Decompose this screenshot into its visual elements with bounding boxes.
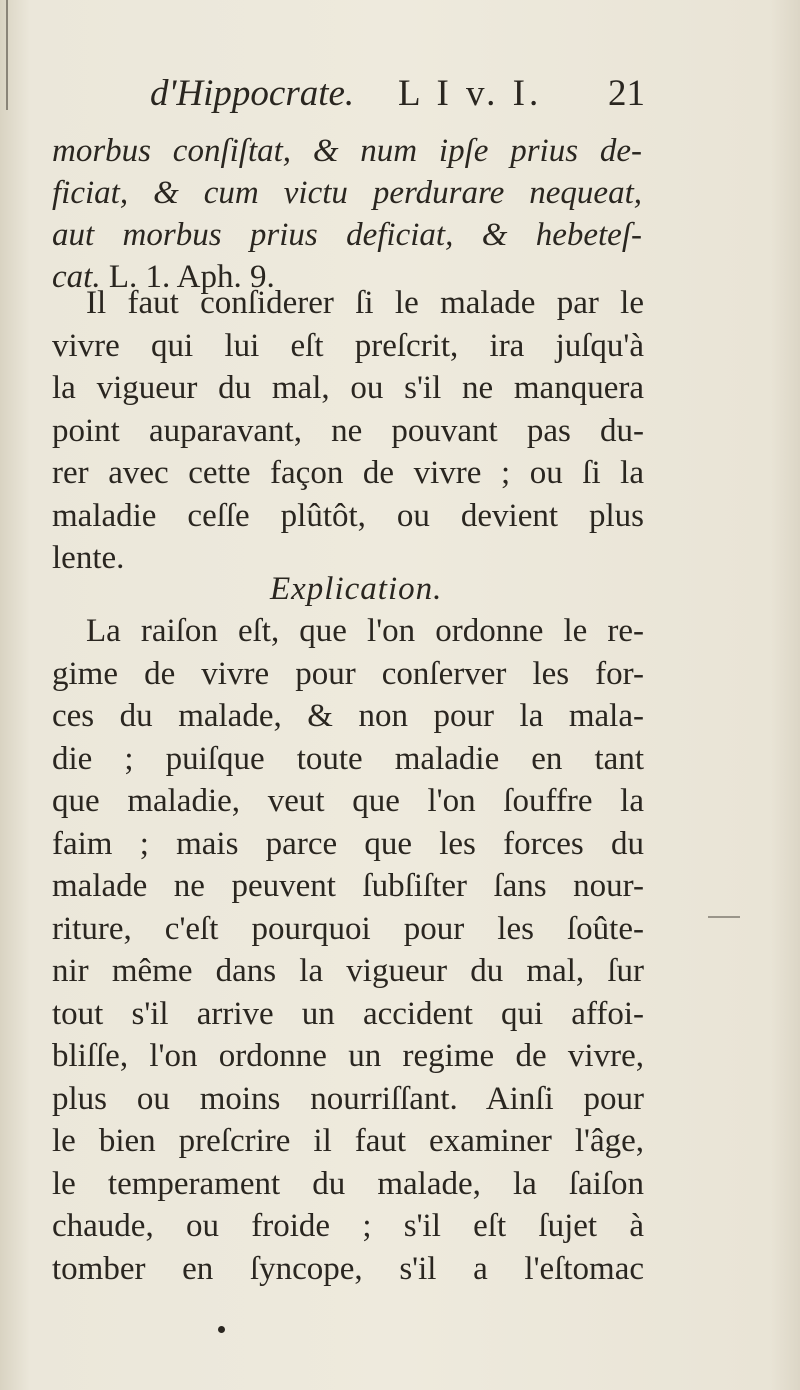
- running-header: [150, 72, 650, 122]
- aphorism-line: rer avec cette façon de vivre ; ou ſi la: [52, 455, 644, 491]
- latin-line: ficiat, & cum victu perdurare nequeat,: [52, 175, 642, 211]
- aphorism-line: lente.: [52, 540, 125, 576]
- explication-line: le bien preſcrire il faut examiner l'âge,: [52, 1123, 644, 1159]
- page-number: 21: [608, 73, 645, 114]
- aphorism-line: Il faut conſiderer ſi le malade par le: [86, 285, 644, 321]
- explication-line: La raiſon eſt, que l'on ordonne le re-: [86, 613, 644, 649]
- explication-line: que maladie, veut que l'on ſouffre la: [52, 783, 644, 819]
- margin-dash: [708, 916, 740, 918]
- latin-aphorism: [52, 130, 642, 298]
- aphorism-line: la vigueur du mal, ou s'il ne manquera: [52, 370, 644, 406]
- latin-reference: L. 1. Aph. 9.: [108, 259, 275, 295]
- explication-line: bliſſe, l'on ordonne un regime de vivre,: [52, 1038, 644, 1074]
- header-book: L I v. I.: [398, 73, 543, 114]
- latin-reference-word: cat.: [52, 259, 101, 295]
- aphorism-line: maladie ceſſe plûtôt, ou devient plus: [52, 497, 644, 534]
- latin-line: aut morbus prius deficiat, & hebeteſ-: [52, 217, 642, 253]
- header-title: d'Hippocrate.: [150, 73, 355, 114]
- explication-heading: Explication.: [270, 571, 443, 607]
- explication-line: die ; puiſque toute maladie en tant: [52, 740, 644, 777]
- explication-line: faim ; mais parce que les forces du: [52, 825, 644, 862]
- aphorism-line: point auparavant, ne pouvant pas du-: [52, 412, 644, 449]
- page-edge-shadow: [6, 0, 8, 110]
- explication-line: tomber en ſyncope, s'il a l'eſtomac: [52, 1250, 644, 1287]
- aphorism-line: vivre qui lui eſt preſcrit, ira juſqu'à: [52, 327, 644, 364]
- explication-line: gime de vivre pour conſerver les for-: [52, 655, 644, 692]
- explication-line: riture, c'eſt pourquoi pour les ſoûte-: [52, 910, 644, 947]
- explication-text: [52, 610, 644, 1290]
- explication-line: chaude, ou froide ; s'il eſt ſujet à: [52, 1208, 644, 1244]
- explication-line: tout s'il arrive un accident qui affoi-: [52, 995, 644, 1032]
- explication-line: le temperament du malade, la ſaiſon: [52, 1165, 644, 1202]
- french-aphorism: [52, 282, 644, 580]
- ink-dot: [218, 1326, 225, 1333]
- explication-line: nir même dans la vigueur du mal, ſur: [52, 953, 644, 989]
- explication-line: malade ne peuvent ſubſiſter ſans nour-: [52, 868, 644, 904]
- explication-line: ces du malade, & non pour la mala-: [52, 698, 644, 734]
- explication-line: plus ou moins nourriſſant. Ainſi pour: [52, 1080, 644, 1117]
- latin-line: morbus conſiſtat, & num ipſe prius de-: [52, 133, 642, 169]
